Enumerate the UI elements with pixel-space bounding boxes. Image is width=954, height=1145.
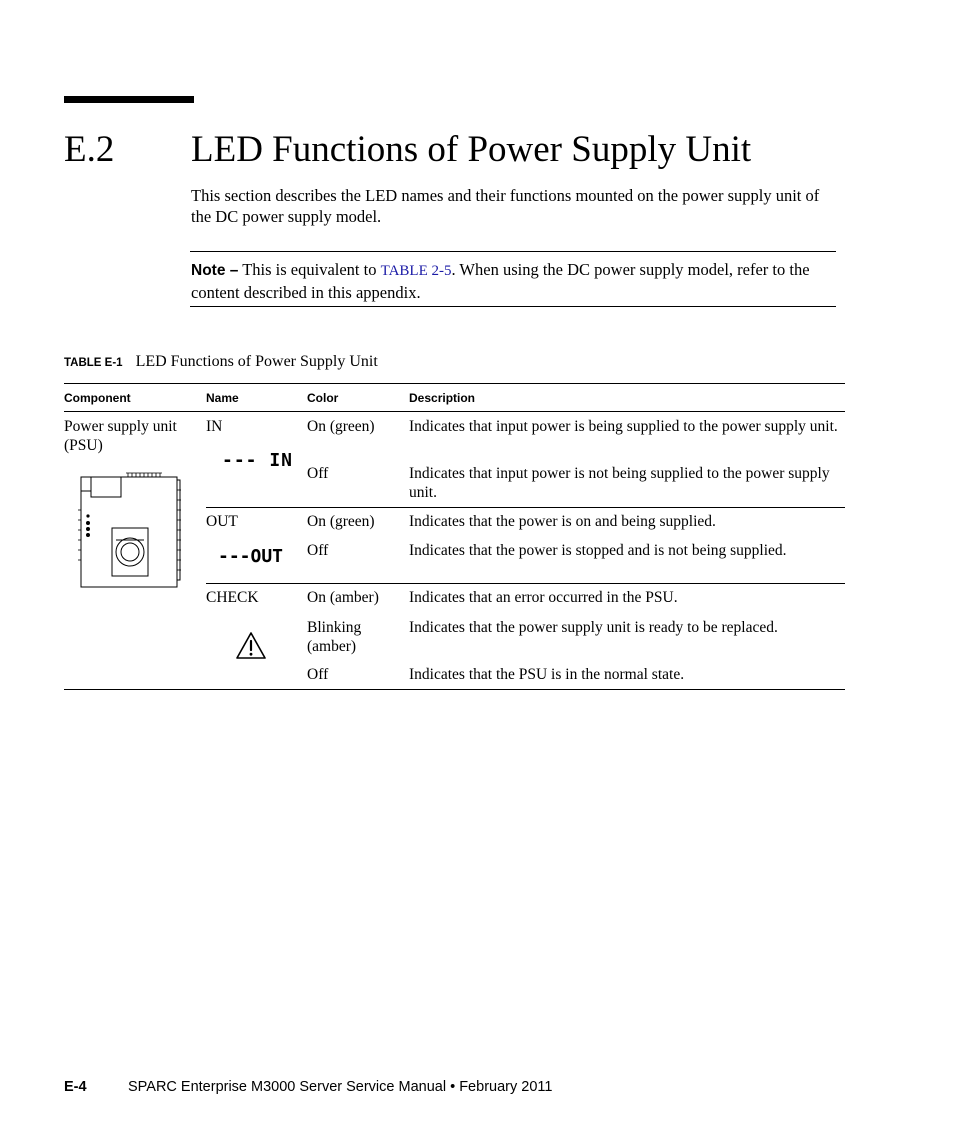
footer-bullet: •	[450, 1079, 456, 1095]
header-description: Description	[409, 391, 476, 405]
in-color-off: Off	[307, 465, 329, 482]
out-color-off: Off	[307, 542, 329, 559]
in-symbol-icon: --- IN	[222, 450, 294, 471]
chapter-rule	[64, 96, 194, 103]
out-color-on: On (green)	[307, 513, 375, 530]
led-name-check: CHECK	[206, 589, 259, 606]
out-desc-off: Indicates that the power is stopped and is not being supplied.	[409, 542, 787, 559]
check-color-on: On (amber)	[307, 589, 379, 606]
in-color-on: On (green)	[307, 418, 375, 435]
psu-diagram-icon	[78, 470, 182, 590]
note-box	[190, 251, 836, 307]
note-label: Note –	[191, 262, 239, 279]
check-desc-on: Indicates that an error occurred in the PSU.	[409, 589, 678, 606]
in-desc-on: Indicates that input power is being supplied to the power supply unit.	[409, 418, 838, 435]
out-symbol-icon: ---OUT	[218, 546, 284, 567]
led-name-out: OUT	[206, 513, 238, 530]
in-desc-off: Indicates that input power is not being supplied to the power supply unit.	[409, 465, 830, 501]
table-header-rule	[64, 411, 845, 412]
note-text-after: . When using the DC power supply model, refer to the content described in this appendix.	[191, 260, 810, 302]
header-component: Component	[64, 391, 131, 405]
out-desc-on: Indicates that the power is on and being supplied.	[409, 513, 716, 530]
section-number: E.2	[64, 129, 115, 170]
footer-date: February 2011	[459, 1079, 553, 1095]
component-name: Power supply unit (PSU)	[64, 418, 177, 454]
table-caption-label: TABLE E-1	[64, 357, 123, 369]
row-separator	[206, 583, 845, 584]
check-color-off: Off	[307, 666, 329, 683]
table-top-rule	[64, 383, 845, 384]
check-desc-off: Indicates that the PSU is in the normal state.	[409, 666, 685, 683]
footer-title: SPARC Enterprise M3000 Server Service Manual	[128, 1079, 447, 1095]
check-desc-blinking: Indicates that the power supply unit is ready to be replaced.	[409, 619, 778, 636]
warning-triangle-icon	[235, 631, 267, 660]
check-color-blinking: Blinking (amber)	[307, 619, 362, 655]
table-caption	[64, 352, 378, 373]
section-title: LED Functions of Power Supply Unit	[191, 129, 752, 170]
table-bottom-rule	[64, 689, 845, 690]
note-text-before: This is equivalent to	[238, 260, 381, 279]
header-name: Name	[206, 391, 239, 405]
section-intro: This section describes the LED names and their functions mounted on the power supply unit of the DC power supply model.	[191, 186, 820, 226]
page-number: E-4	[64, 1079, 87, 1095]
row-separator	[206, 507, 845, 508]
led-name-in: IN	[206, 418, 223, 435]
footer-text	[128, 1078, 552, 1096]
header-color: Color	[307, 391, 339, 405]
table-caption-title: LED Functions of Power Supply Unit	[135, 353, 378, 370]
table-2-5-link[interactable]: TABLE 2-5	[380, 263, 452, 279]
